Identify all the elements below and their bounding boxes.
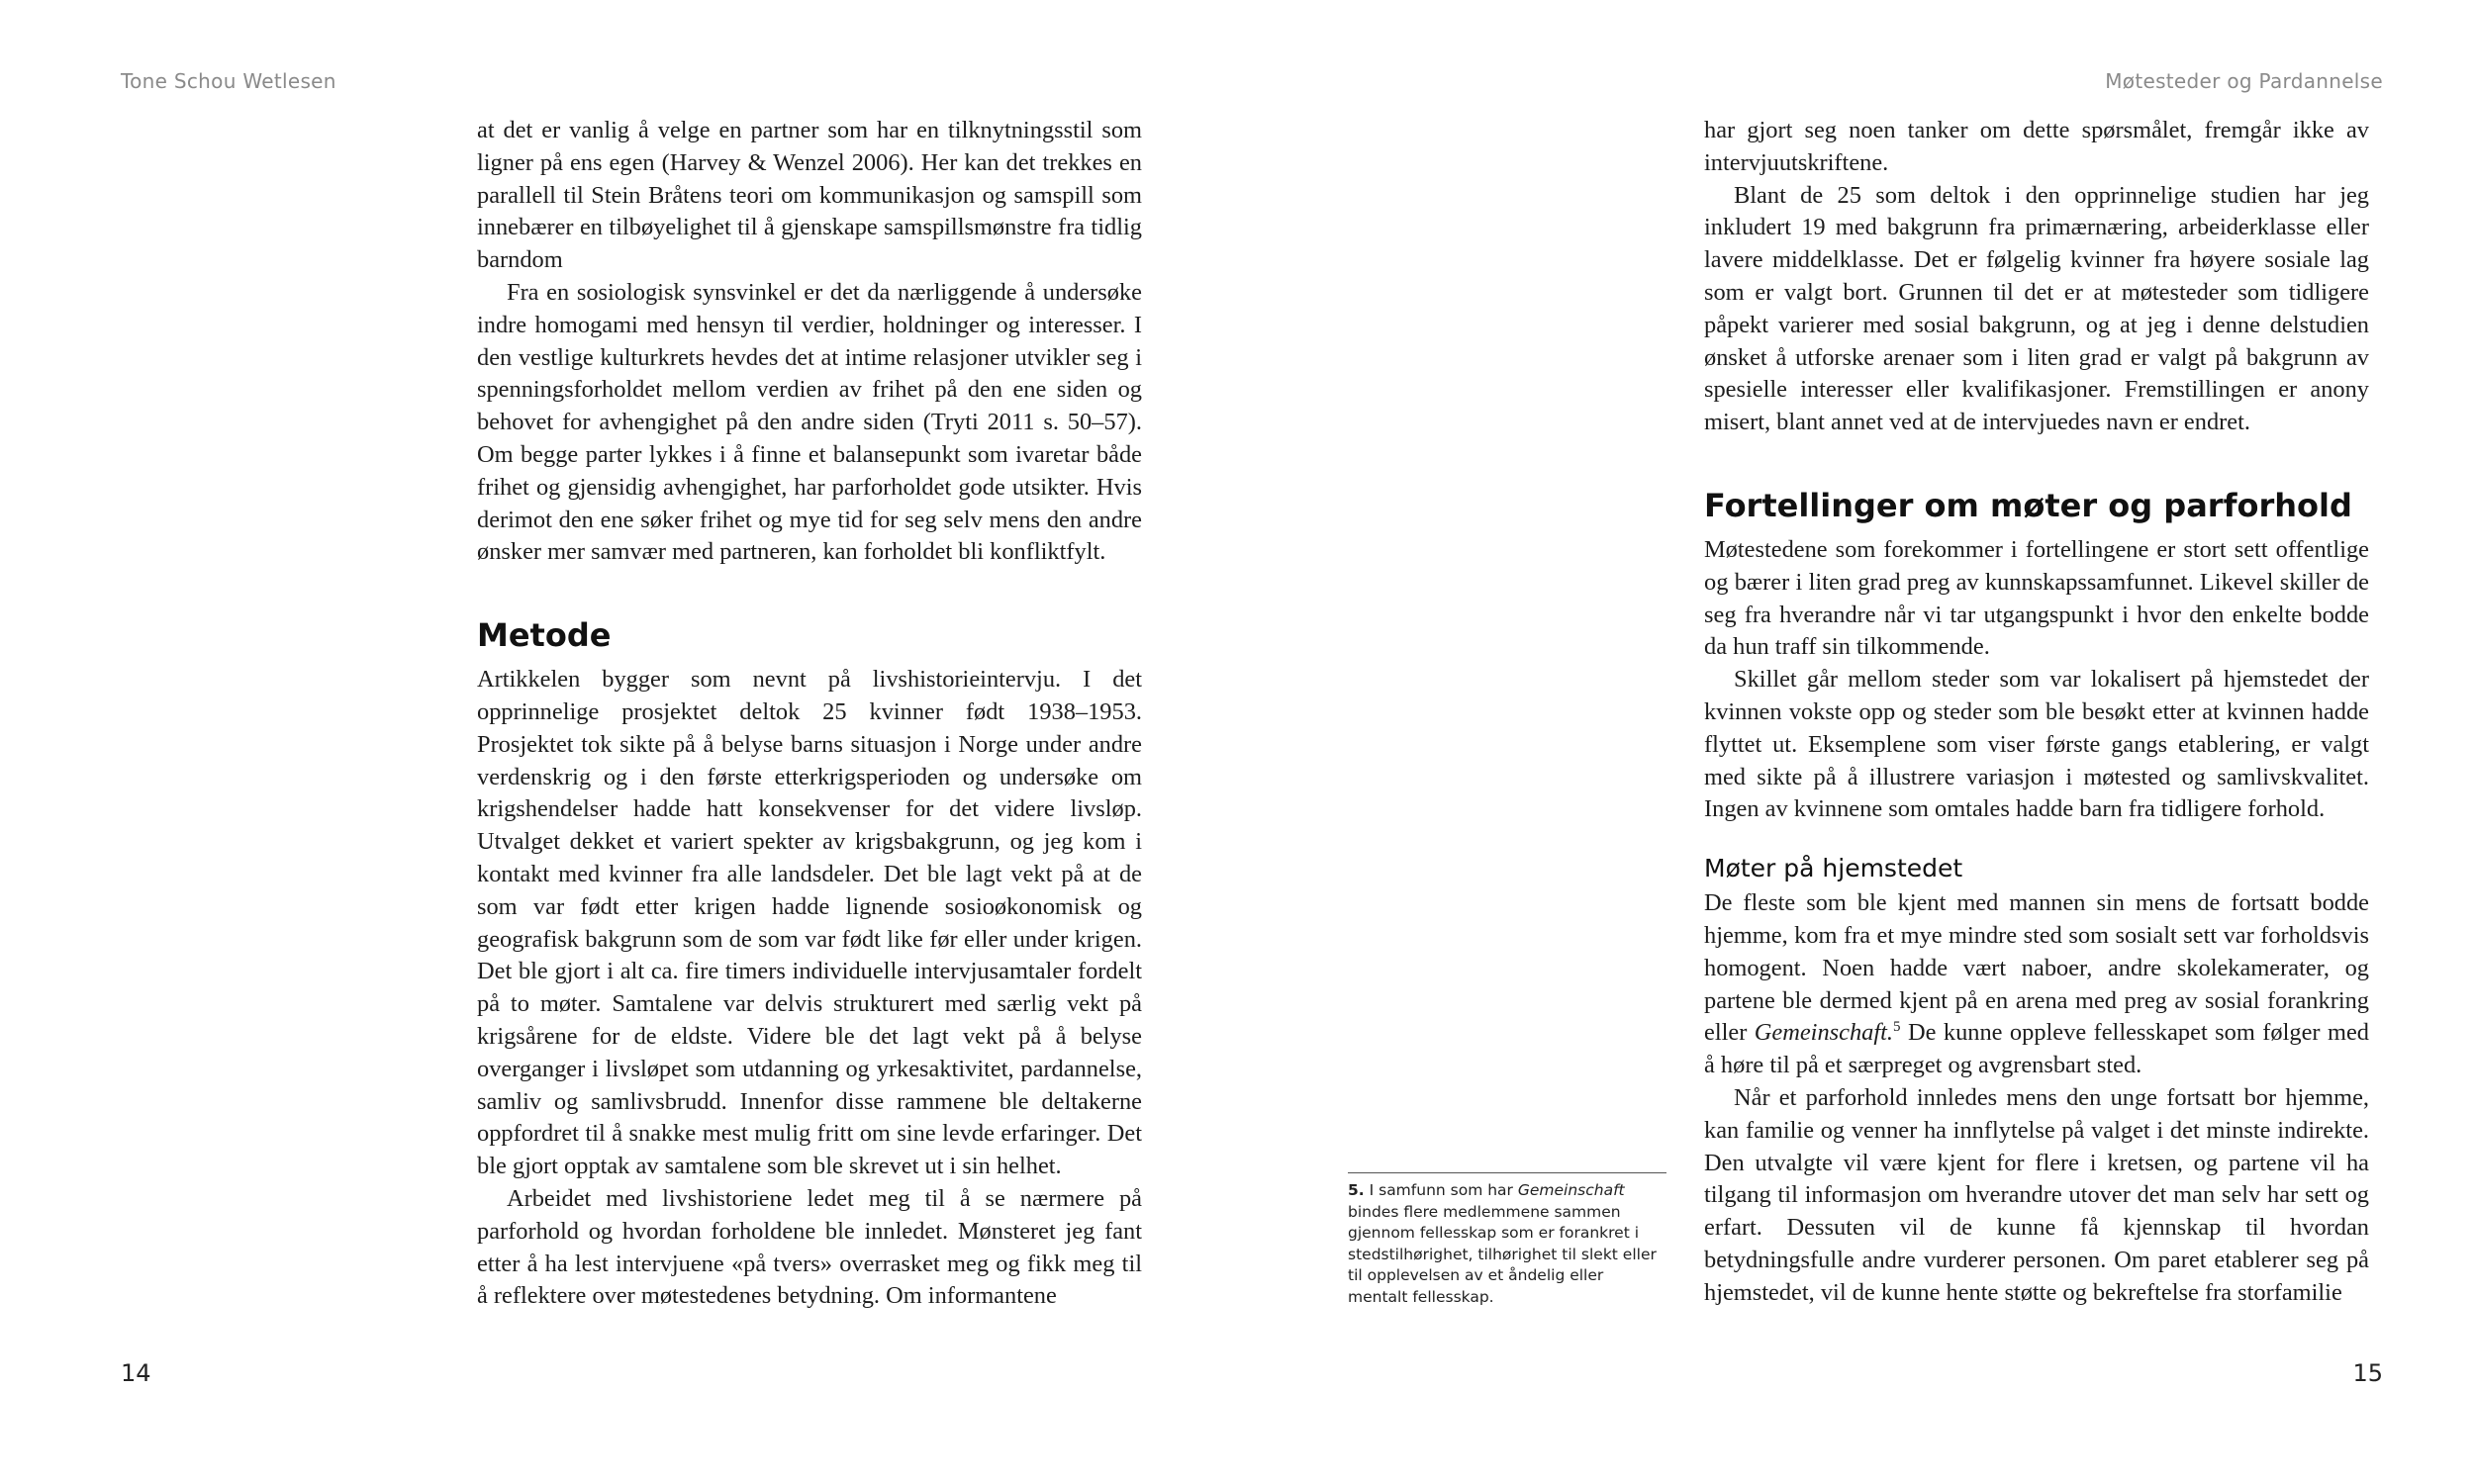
- paragraph: Fra en sosiologisk synsvinkel er det da nærliggende å undersøke indre homogami med hensyn til verdier, holdninger og interesser. I den vestlige kulturkrets hevdes det at intime relasjoner utvikler seg i spenningsforholdet mellom verdien av frihet på den ene siden og behovet for avhengighet på den andre siden (Tryti 2011 s. 50–57). Om begge parter lykkes i å finne et balansepunkt som ivaretar både frihet og gjensidig avhengighet, har parforholdet gode utsikter. Hvis derimot den ene søker frihet og mye tid for seg selv mens den andre ønsker mer samvær med partneren, kan forholdet bli konfliktfylt.: [477, 278, 1142, 566]
- left-text-column: [477, 115, 1142, 1313]
- subsection-heading-hjemstedet: Møter på hjemstedet: [1704, 854, 1963, 883]
- section-heading-metode: Metode: [477, 616, 612, 655]
- right-page: [1237, 0, 2474, 1484]
- footnote-term: Gemeinschaft: [1517, 1181, 1625, 1199]
- page-number: 14: [121, 1359, 151, 1387]
- footnote: [1348, 1172, 1666, 1308]
- paragraph-text: De kunne oppleve fellesskapet som følger med å høre til på et særpreget og avgrensbart sted.: [1704, 1019, 2369, 1079]
- page-number: 15: [2352, 1359, 2383, 1387]
- paragraph: Når et parforhold innledes mens den unge fortsatt bor hjemme, kan familie og venner ha innflytelse på valget i det minste indirekte. Den utvalgte vil være kjent for flere i kretsen, og partene vil ha tilgang til informasjon om hverandre utover det man selv har sett og erfart. Dessuten vil de kunne få kjennskap til hvordan betydningsfulle andre vurderer personen. Om paret etablerer seg på hjemstedet, vil de kunne hente støtte og bekreftelse fra storfamilie: [1704, 1083, 2369, 1306]
- paragraph: Skillet går mellom steder som var lokalisert på hjemstedet der kvinnen vokste opp og steder som ble besøkt etter at kvinnen hadde flyttet ut. Eksemplene som viser første gangs etablering, er valgt med sikte på å illustrere variasjon i møtested og samlivskvalitet. Ingen av kvinnene som omtales hadde barn fra tidligere forhold.: [1704, 666, 2369, 823]
- paragraph: har gjort seg noen tanker om dette spørsmålet, fremgår ikke av intervjuutskriftene.: [1704, 117, 2369, 176]
- paragraph: [1704, 887, 2369, 1082]
- paragraph: Arbeidet med livshistoriene ledet meg til å se nærmere på parforhold og hvordan forholdene ble innledet. Mønsteret jeg fant etter å ha lest intervjuene «på tvers» overrasket meg og fikk meg til å reflektere over møtestedenes betydning. Om informantene: [477, 1184, 1142, 1310]
- paragraph-text: De fleste som ble kjent med mannen sin mens de fortsatt bodde hjemme, kom fra et mye mindre sted som sosialt sett var forholdsvis homogent. Noen hadde vært naboer, andre skolekamerater, og partene ble dermed kjent på en arena med preg av sosial forankring eller: [1704, 889, 2369, 1047]
- footnote-number: 5.: [1348, 1181, 1365, 1199]
- paragraph: Blant de 25 som deltok i den opprinnelige studien har jeg inkludert 19 med bakgrunn fra primærnæring, arbeiderklasse eller lavere middelklasse. Det er følgelig kvinner fra høyere sosiale lag som er valgt bort. Grunnen til det er at møtesteder som tidligere påpekt varierer med sosial bakgrunn, og at jeg i denne delstudien ønsket å utforske arenaer som i liten grad er valgt på bakgrunn av spesielle interesser eller kvalifikasjoner. Fremstillingen er anony misert, blant annet ved at de intervjuedes navn er endret.: [1704, 181, 2369, 436]
- emphasized-term: Gemeinschaft.: [1754, 1019, 1894, 1047]
- footnote-text: bindes flere medlemmene sammen gjennom fellesskap som er forankret i stedstilhørighet, tilhørighet til slekt eller til opplevelsen av et åndelig eller mentalt fellesskap.: [1348, 1202, 1657, 1306]
- footnote-text: I samfunn som har: [1364, 1181, 1518, 1199]
- right-text-column: [1704, 115, 2369, 1310]
- running-head-author: Tone Schou Wetlesen: [121, 69, 336, 93]
- footnote-reference[interactable]: 5: [1893, 1019, 1901, 1036]
- paragraph: Artikkelen bygger som nevnt på livshistorieintervju. I det opprinnelige prosjektet deltok 25 kvinner født 1938–1953. Prosjektet tok sikte på å belyse barns situasjon i Norge under andre verdenskrig og i den første etterkrigsperioden og undersøke om krigshendelser hadde hatt konsekvenser for det videre livsløp. Utvalget dekket et variert spekter av krigsbakgrunn, og jeg kom i kontakt med kvinner fra alle landsdeler. Det ble lagt vekt på at de som var født etter krigen hadde lignende sosioøkonomisk og geografisk bakgrunn som de som var født like før eller under krigen. Det ble gjort i alt ca. fire timers individuelle intervjusamtaler fordelt på to møter. Samtalene var delvis strukturert med særlig vekt på krigsårene for de eldste. Videre ble det lagt vekt på å belyse overganger i livsløpet som utdanning og yrkesaktivitet, pardannelse, samliv og samlivsbrudd. Innenfor disse rammene ble deltakerne oppfordret til å snakke mest mulig fritt om sine levde erfaringer. Det ble gjort opptak av samtalene som ble skrevet ut i sin helhet.: [477, 666, 1142, 1180]
- section-heading-fortellinger: Fortellinger om møter og parforhold: [1704, 486, 2352, 524]
- paragraph: Møtestedene som forekommer i fortellingene er stort sett offentlige og bærer i liten grad preg av kunnskapssamfunnet. Likevel skiller de seg fra hverandre når vi tar utgangspunkt i hvor den enkelte bodde da hun traff sin tilkommende.: [1704, 535, 2369, 661]
- running-head-title: Møtesteder og Pardannelse: [2105, 69, 2383, 93]
- paragraph: at det er vanlig å velge en partner som har en tilknytningsstil som ligner på ens egen (Harvey & Wenzel 2006). Her kan det trekkes en parallell til Stein Bråtens teori om kommunikasjon og samspill som innebærer en tilbøyelighet til å gjenskape samspillsmønstre fra tidlig barndom: [477, 117, 1142, 274]
